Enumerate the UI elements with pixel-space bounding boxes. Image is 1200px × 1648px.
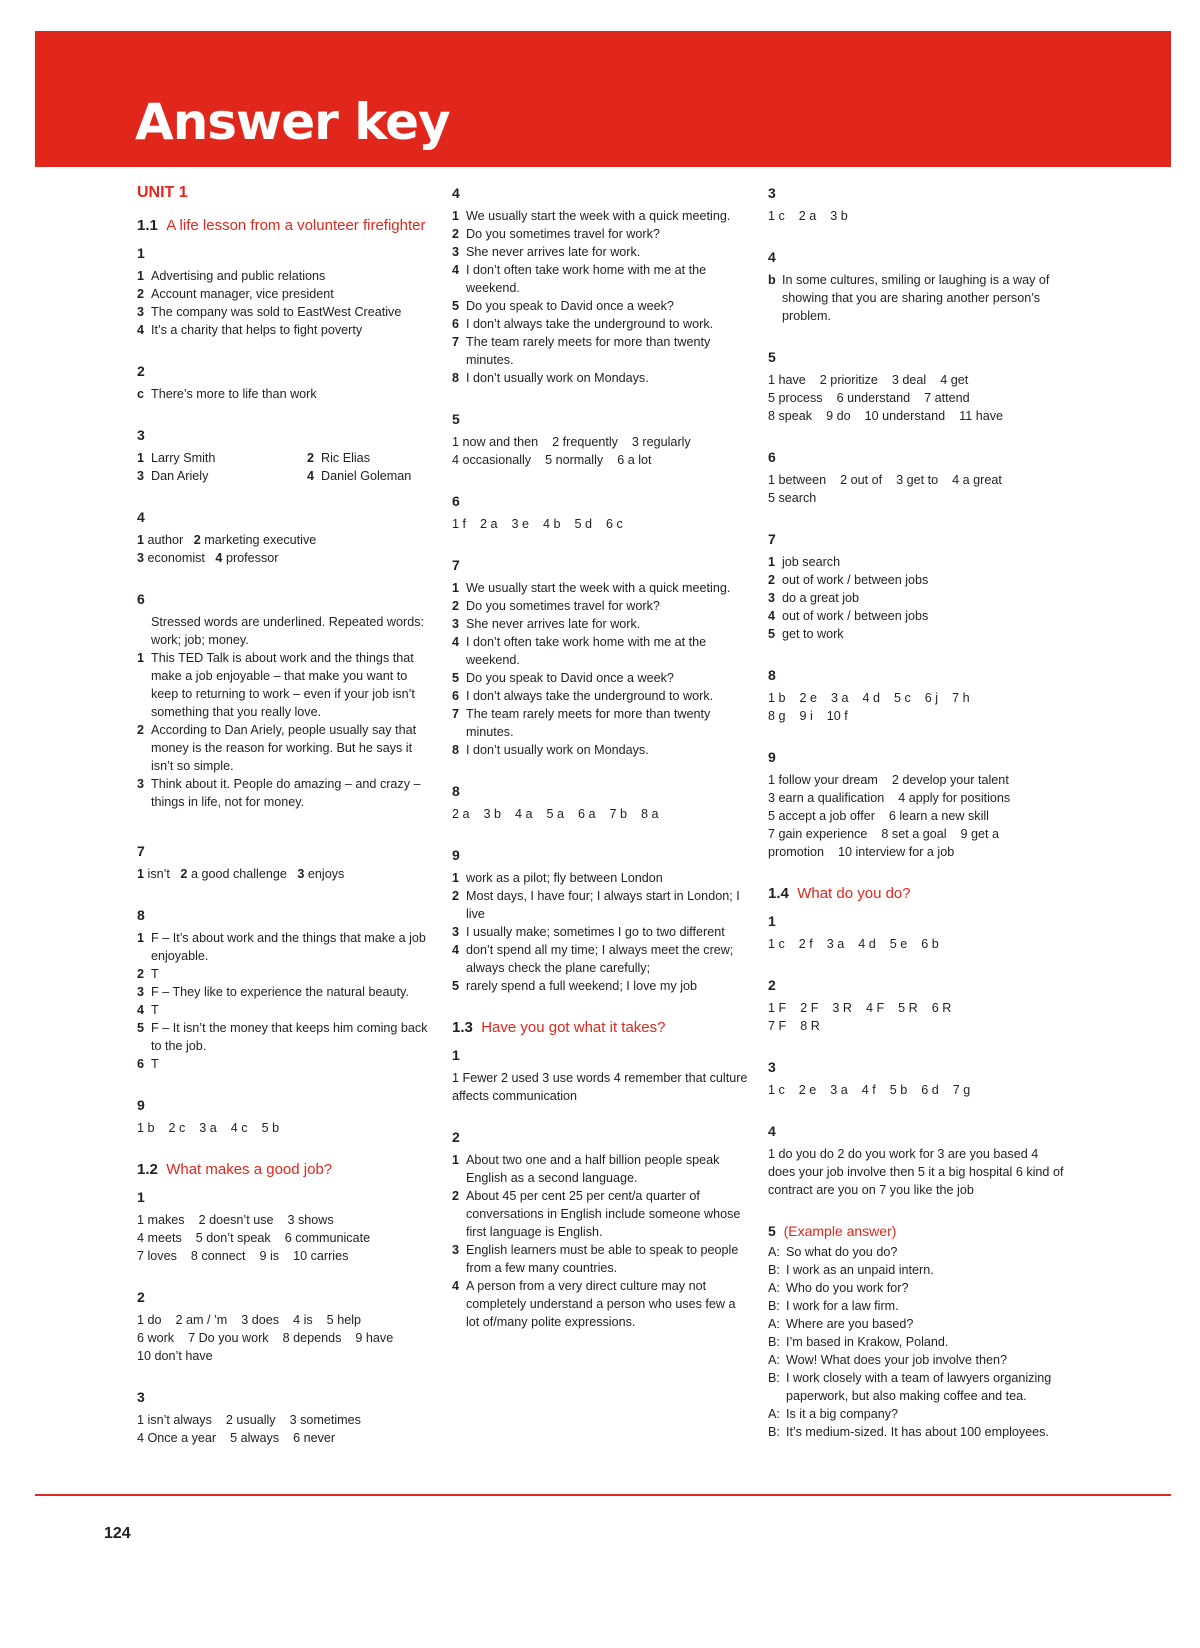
- exercise-number: 4: [768, 1123, 776, 1139]
- list-item: 4 It’s a charity that helps to fight poverty: [137, 323, 363, 337]
- list-item: 1 This TED Talk is about work and the things that make a job enjoyable – that make you want to keep to returning to work – even if your job isn’t something that you really love.: [137, 651, 415, 719]
- exercise-1-3-9: [768, 747, 1068, 861]
- column-1: [137, 183, 432, 1469]
- exercise-1-1-9: [137, 1095, 432, 1137]
- section-1-1-heading: 1.1 A life lesson from a volunteer firefighter: [137, 217, 426, 234]
- list-item: 2 About 45 per cent 25 per cent/a quarter of conversations in English include someone whose first language is English.: [452, 1189, 741, 1239]
- list-item: 5 Do you speak to David once a week?: [452, 671, 674, 685]
- answer-line: 1 F 2 F 3 R 4 F 5 R 6 R: [768, 1001, 952, 1015]
- exercise-number: 3: [768, 1059, 776, 1075]
- exercise-number: 3: [768, 185, 776, 201]
- answer-line: 1 c 2 f 3 a 4 d 5 e 6 b: [768, 937, 939, 951]
- list-item: 3 English learners must be able to speak to people from a few many countries.: [452, 1243, 739, 1275]
- exercise-1-2-9: [452, 845, 752, 995]
- list-item: 1 We usually start the week with a quick meeting.: [452, 581, 731, 595]
- exercise-number: 8: [768, 667, 776, 683]
- answer-line: 1 isn’t 2 a good challenge 3 enjoys: [137, 867, 345, 881]
- answer-text: 1 do you do 2 do you work for 3 are you based 4 does your job involve then 5 it a big hospital 6 kind of contract are you on 7 you like the job: [768, 1147, 1064, 1197]
- dialog-line: B: I work closely with a team of lawyers organizing paperwork, but also making coffee and tea.: [768, 1371, 1052, 1403]
- answer-line: 1 f 2 a 3 e 4 b 5 d 6 c: [452, 517, 623, 531]
- dialog-line: A: Where are you based?: [768, 1317, 914, 1331]
- exercise-number: 7: [452, 557, 460, 573]
- list-item: 3 F – They like to experience the natural beauty.: [137, 985, 409, 999]
- answer-line: 1 makes 2 doesn’t use 3 shows: [137, 1213, 334, 1227]
- dialog-line: A: Who do you work for?: [768, 1281, 909, 1295]
- answer-line: 6 work 7 Do you work 8 depends 9 have: [137, 1331, 394, 1345]
- list-item: 8 I don’t usually work on Mondays.: [452, 371, 649, 385]
- exercise-1-1-1: [137, 243, 432, 339]
- answer-line: 8 g 9 i 10 f: [768, 709, 848, 723]
- list-item: 1 F – It’s about work and the things that make a job enjoyable.: [137, 931, 426, 963]
- exercise-1-3-5: [768, 347, 1068, 425]
- dialog-line: B: It’s medium-sized. It has about 100 employees.: [768, 1425, 1049, 1439]
- exercise-1-3-2: [452, 1127, 752, 1331]
- list-item: 2 T: [137, 967, 159, 981]
- list-item: 5 F – It isn’t the money that keeps him coming back to the job.: [137, 1021, 428, 1053]
- answer-line: 1 follow your dream 2 develop your talent: [768, 773, 1009, 787]
- unit-heading: UNIT 1: [137, 184, 188, 201]
- list-item: 1 About two one and a half billion people speak English as a second language.: [452, 1153, 720, 1185]
- exercise-number: 1: [452, 1047, 460, 1063]
- list-item: 6 T: [137, 1057, 159, 1071]
- list-item: 2 Account manager, vice president: [137, 287, 334, 301]
- answer-line: 1 c 2 a 3 b: [768, 209, 848, 223]
- list-item: 2 According to Dan Ariely, people usually say that money is the reason for working. But he says it isn’t so simple.: [137, 723, 417, 773]
- exercise-number: 7: [768, 531, 776, 547]
- dialog-line: A: Is it a big company?: [768, 1407, 899, 1421]
- exercise-number: 2: [137, 1289, 145, 1305]
- exercise-1-3-1: [452, 1045, 752, 1105]
- answer-line: 5 accept a job offer 6 learn a new skill: [768, 809, 989, 823]
- exercise-number: 1: [137, 1189, 145, 1205]
- exercise-1-3-3: [768, 183, 1068, 225]
- list-item: 5 Do you speak to David once a week?: [452, 299, 674, 313]
- answer-line: 1 have 2 prioritize 3 deal 4 get: [768, 373, 969, 387]
- exercise-1-1-3: [137, 425, 432, 485]
- list-item: 3 I usually make; sometimes I go to two different: [452, 925, 725, 939]
- answer-line: 5 process 6 understand 7 attend: [768, 391, 970, 405]
- dialog-line: B: I work for a law firm.: [768, 1299, 899, 1313]
- list-item: 5 rarely spend a full weekend; I love my job: [452, 979, 698, 993]
- exercise-number: 1: [768, 913, 776, 929]
- answer-line: 4 occasionally 5 normally 6 a lot: [452, 453, 652, 467]
- exercise-1-4-1: [768, 911, 1068, 953]
- exercise-1-1-6: [137, 589, 432, 811]
- list-item: 4 I don’t often take work home with me at the weekend.: [452, 635, 707, 667]
- exercise-1-2-1: [137, 1187, 432, 1265]
- answer-line: 4 Once a year 5 always 6 never: [137, 1431, 336, 1445]
- answer-line: 7 loves 8 connect 9 is 10 carries: [137, 1249, 349, 1263]
- exercise-1-1-4: [137, 507, 432, 567]
- list-item: 3 The company was sold to EastWest Creative: [137, 305, 402, 319]
- exercise-number: 1: [137, 245, 145, 261]
- exercise-number: 6: [768, 449, 776, 465]
- list-item: 3 She never arrives late for work.: [452, 245, 641, 259]
- exercise-1-4-3: [768, 1057, 1068, 1099]
- dialog-line: A: Wow! What does your job involve then?: [768, 1353, 1007, 1367]
- section-1-4-heading: 1.4 What do you do?: [768, 885, 911, 902]
- list-item: 3 do a great job: [768, 591, 860, 605]
- exercise-number: 9: [768, 749, 776, 765]
- list-item: 2 Do you sometimes travel for work?: [452, 599, 660, 613]
- list-item: 1 work as a pilot; fly between London: [452, 871, 663, 885]
- exercise-number: 6: [137, 591, 145, 607]
- answer-line: 1 do 2 am / ’m 3 does 4 is 5 help: [137, 1313, 362, 1327]
- exercise-number: 2: [452, 1129, 460, 1145]
- exercise-1-4-2: [768, 975, 1068, 1035]
- list-item: 3 Think about it. People do amazing – and crazy – things in life, not for money.: [137, 777, 421, 809]
- answer-line: 8 speak 9 do 10 understand 11 have: [768, 409, 1004, 423]
- answer-line: 1 between 2 out of 3 get to 4 a great: [768, 473, 1002, 487]
- exercise-1-3-7: [768, 529, 1068, 643]
- answer-text: 1 Fewer 2 used 3 use words 4 remember that culture affects communication: [452, 1071, 748, 1103]
- exercise-1-4-4: [768, 1121, 1068, 1199]
- answer-line: 5 search: [768, 491, 817, 505]
- list-item: 5 get to work: [768, 627, 844, 641]
- exercise-number: 6: [452, 493, 460, 509]
- answer-line: 1 now and then 2 frequently 3 regularly: [452, 435, 691, 449]
- list-item: 4 don’t spend all my time; I always meet the crew; always check the plane carefully;: [452, 943, 734, 975]
- column-3: [768, 183, 1068, 1463]
- column-2: [452, 183, 752, 1353]
- answer-line: 3 earn a qualification 4 apply for positions: [768, 791, 1011, 805]
- list-item: 4 Daniel Goleman: [307, 469, 412, 483]
- list-item: 7 The team rarely meets for more than twenty minutes.: [452, 707, 711, 739]
- list-item: 1 Advertising and public relations: [137, 269, 326, 283]
- exercise-1-2-4: [452, 183, 752, 387]
- list-item: 8 I don’t usually work on Mondays.: [452, 743, 649, 757]
- exercise-number: 2: [137, 363, 145, 379]
- exercise-number: 7: [137, 843, 145, 859]
- answer-line: 2 a 3 b 4 a 5 a 6 a 7 b 8 a: [452, 807, 659, 821]
- exercise-number: 2: [768, 977, 776, 993]
- section-1-3-heading: 1.3 Have you got what it takes?: [452, 1019, 666, 1036]
- exercise-number: 5: [768, 349, 776, 365]
- dialog-line: A: So what do you do?: [768, 1245, 898, 1259]
- exercise-1-1-2: [137, 361, 432, 403]
- answer-line: 7 gain experience 8 set a goal 9 get a: [768, 827, 1000, 841]
- answer-line: promotion 10 interview for a job: [768, 845, 955, 859]
- exercise-1-3-4: [768, 247, 1068, 325]
- footer-divider: [35, 1494, 1171, 1496]
- exercise-number: 4: [768, 249, 776, 265]
- exercise-number: 8: [137, 907, 145, 923]
- answer-line: 1 c 2 e 3 a 4 f 5 b 6 d 7 g: [768, 1083, 971, 1097]
- exercise-1-2-2: [137, 1287, 432, 1365]
- exercise-number: 3: [137, 1389, 145, 1405]
- list-item: 1 Larry Smith: [137, 451, 216, 465]
- exercise-1-2-8: [452, 781, 752, 823]
- page-title: Answer key: [135, 93, 450, 151]
- list-item: 3 Dan Ariely: [137, 469, 209, 483]
- header-banner: [35, 31, 1171, 167]
- answer-line: 1 b 2 e 3 a 4 d 5 c 6 j 7 h: [768, 691, 970, 705]
- answer-line: 3 economist 4 professor: [137, 551, 279, 565]
- answer-line: 1 b 2 c 3 a 4 c 5 b: [137, 1121, 280, 1135]
- answer-line: 1 author 2 marketing executive: [137, 533, 317, 547]
- dialog-line: B: I work as an unpaid intern.: [768, 1263, 934, 1277]
- exercise-number: 4: [137, 509, 145, 525]
- exercise-1-3-6: [768, 447, 1068, 507]
- list-item: 6 I don’t always take the underground to work.: [452, 317, 714, 331]
- dialog-line: B: I’m based in Krakow, Poland.: [768, 1335, 949, 1349]
- exercise-1-3-8: [768, 665, 1068, 725]
- list-item: 4 out of work / between jobs: [768, 609, 929, 623]
- exercise-number: 9: [452, 847, 460, 863]
- exercise-1-1-8: [137, 905, 432, 1073]
- list-item: 7 The team rarely meets for more than twenty minutes.: [452, 335, 711, 367]
- answer-line: 7 F 8 R: [768, 1019, 820, 1033]
- list-item: 3 She never arrives late for work.: [452, 617, 641, 631]
- page-number: 124: [104, 1525, 131, 1542]
- exercise-number: 3: [137, 427, 145, 443]
- exercise-1-2-5: [452, 409, 752, 469]
- list-item: 1 We usually start the week with a quick meeting.: [452, 209, 731, 223]
- answer-line: 1 isn’t always 2 usually 3 sometimes: [137, 1413, 361, 1427]
- instruction-text: Stressed words are underlined. Repeated words: work; job; money.: [151, 615, 425, 647]
- list-item: 2 Ric Elias: [307, 451, 370, 465]
- exercise-1-2-7: [452, 555, 752, 759]
- list-item: b In some cultures, smiling or laughing is a way of showing that you are sharing another person’s problem.: [768, 273, 1050, 323]
- exercise-1-1-7: [137, 841, 432, 883]
- list-item: 2 Do you sometimes travel for work?: [452, 227, 660, 241]
- list-item: 2 out of work / between jobs: [768, 573, 929, 587]
- list-item: 4 T: [137, 1003, 159, 1017]
- list-item: 2 Most days, I have four; I always start in London; I live: [452, 889, 740, 921]
- exercise-1-4-5: [768, 1221, 1068, 1441]
- exercise-number: 4: [452, 185, 460, 201]
- section-1-2-heading: 1.2 What makes a good job?: [137, 1161, 333, 1178]
- exercise-number: 8: [452, 783, 460, 799]
- exercise-heading: 5 (Example answer): [768, 1223, 897, 1239]
- exercise-1-2-6: [452, 491, 752, 533]
- exercise-1-2-3: [137, 1387, 432, 1447]
- list-item: 4 I don’t often take work home with me at the weekend.: [452, 263, 707, 295]
- list-item: 1 job search: [768, 555, 841, 569]
- list-item: 4 A person from a very direct culture may not completely understand a person who uses few a lot of/many polite expressions.: [452, 1279, 736, 1329]
- exercise-number: 9: [137, 1097, 145, 1113]
- answer-line: 4 meets 5 don’t speak 6 communicate: [137, 1231, 371, 1245]
- answer-line: 10 don’t have: [137, 1349, 213, 1363]
- exercise-number: 5: [452, 411, 460, 427]
- list-item: 6 I don’t always take the underground to work.: [452, 689, 714, 703]
- list-item: c There’s more to life than work: [137, 387, 317, 401]
